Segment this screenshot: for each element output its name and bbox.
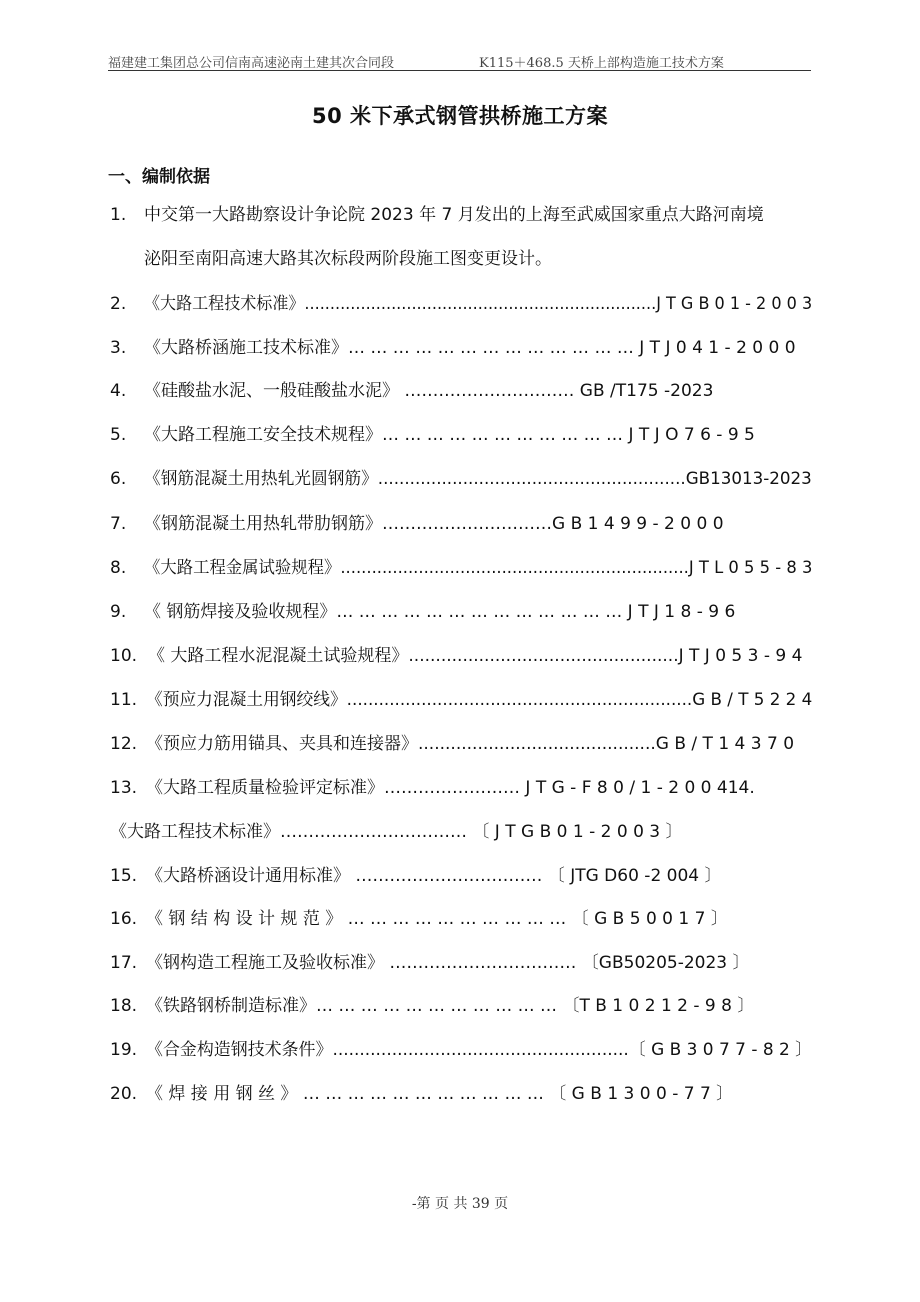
document-title: 50 米下承式钢管拱桥施工方案: [311, 104, 609, 128]
item-number: 12.: [110, 734, 138, 754]
item-number: 11.: [110, 690, 138, 710]
item-text: 《硅酸盐水泥、一般硅酸盐水泥》 ………………………… GB /T175 -2023: [144, 381, 714, 401]
item-text: 《 钢 结 构 设 计 规 范 》 … … … … … … … … … … 〔 G B 5 0 0 1 7 〕: [146, 909, 728, 929]
item-text: 《大路桥涵施工技术标准》… … … … … … … … … … … … … J T J 0 4 1 - 2 0 0 0: [144, 338, 796, 358]
item-number: 16.: [110, 909, 138, 929]
item-number: 13.: [110, 778, 138, 798]
item-text: 泌阳至南阳高速大路其次标段两阶段施工图变更设计。: [144, 249, 552, 269]
item-text: 《钢构造工程施工及验收标准》 …………………………… 〔GB50205-2023 〕: [146, 953, 750, 973]
item-number: 17.: [110, 953, 138, 973]
item-number: 5.: [110, 425, 127, 445]
header-right-text: K115＋468.5 天桥上部构造施工技术方案: [479, 56, 724, 71]
item-number: 2.: [110, 294, 127, 314]
item-text: 《 焊 接 用 钢 丝 》 … … … … … … … … … … … 〔 G B 1 3 0 0 - 7 7 〕: [146, 1084, 734, 1104]
section-heading: 一、编制依据: [108, 167, 210, 187]
item-number: 6.: [110, 469, 127, 489]
item-number: 9.: [110, 602, 127, 622]
item-text: 中交第一大路勘察设计争论院 2023 年 7 月发出的上海至武威国家重点大路河南境: [144, 205, 764, 225]
item-text: 《钢筋混凝土用热轧带肋钢筋》…………………………G B 1 4 9 9 - 2 0 0 0: [144, 514, 724, 534]
item-text: 《大路工程施工安全技术规程》… … … … … … … … … … … J T J O 7 6 - 9 5: [144, 425, 755, 445]
item-text: 《钢筋混凝土用热轧光圆钢筋》..........................................................GB13013-2023: [144, 469, 812, 489]
item-text: 《大路工程质量检验评定标准》…………………… J T G - F 8 0 / 1 - 2 0 0 414.: [146, 778, 755, 798]
item-text: 《 钢筋焊接及验收规程》… … … … … … … … … … … … … J T J 1 8 - 9 6: [144, 602, 736, 622]
item-number: 1.: [110, 205, 127, 225]
item-number: 10.: [110, 646, 138, 666]
item-text: 《 大路工程水泥混凝土试验规程》..................................................J T J 0 5 3 - 9 4: [148, 646, 803, 666]
item-text: 《铁路钢桥制造标准》… … … … … … … … … … … 〔T B 1 0 2 1 2 - 9 8 〕: [146, 996, 755, 1016]
item-number: 7.: [110, 514, 127, 534]
item-text: 《大路桥涵设计通用标准》 …………………………… 〔 JTG D60 -2 004 〕: [146, 866, 722, 886]
item-text: 《预应力筋用锚具、夹具和连接器》............................................G B / T 1 4 3 7 0: [146, 734, 795, 754]
item-number: 8.: [110, 558, 127, 578]
page-footer: -第 页 共 39 页: [411, 1196, 509, 1212]
item-number: 18.: [110, 996, 138, 1016]
item-text: 《大路工程金属试验规程》...................................................................J T L 0 5 5 - 8 3: [144, 558, 813, 578]
item-text: 《大路工程技术标准》…………………………… 〔 J T G B 0 1 - 2 0 0 3 〕: [110, 822, 683, 842]
header-left-text: 福建建工集团总公司信南高速泌南土建其次合同段: [108, 56, 395, 71]
item-number: 3.: [110, 338, 127, 358]
page-header: [108, 52, 811, 71]
item-number: 15.: [110, 866, 138, 886]
item-text: 《大路工程技术标准》.....................................................................J T G B 0 1 - 2 0 0 3: [144, 294, 813, 314]
item-number: 4.: [110, 381, 127, 401]
item-text: 《预应力混凝土用钢绞线》.................................................................G B / T 5 2 2 4: [146, 690, 813, 710]
item-text: 《合金构造钢技术条件》.......................................................〔 G B 3 0 7 7 - 8 2 〕: [146, 1040, 813, 1060]
item-number: 20.: [110, 1084, 138, 1104]
item-number: 19.: [110, 1040, 138, 1060]
